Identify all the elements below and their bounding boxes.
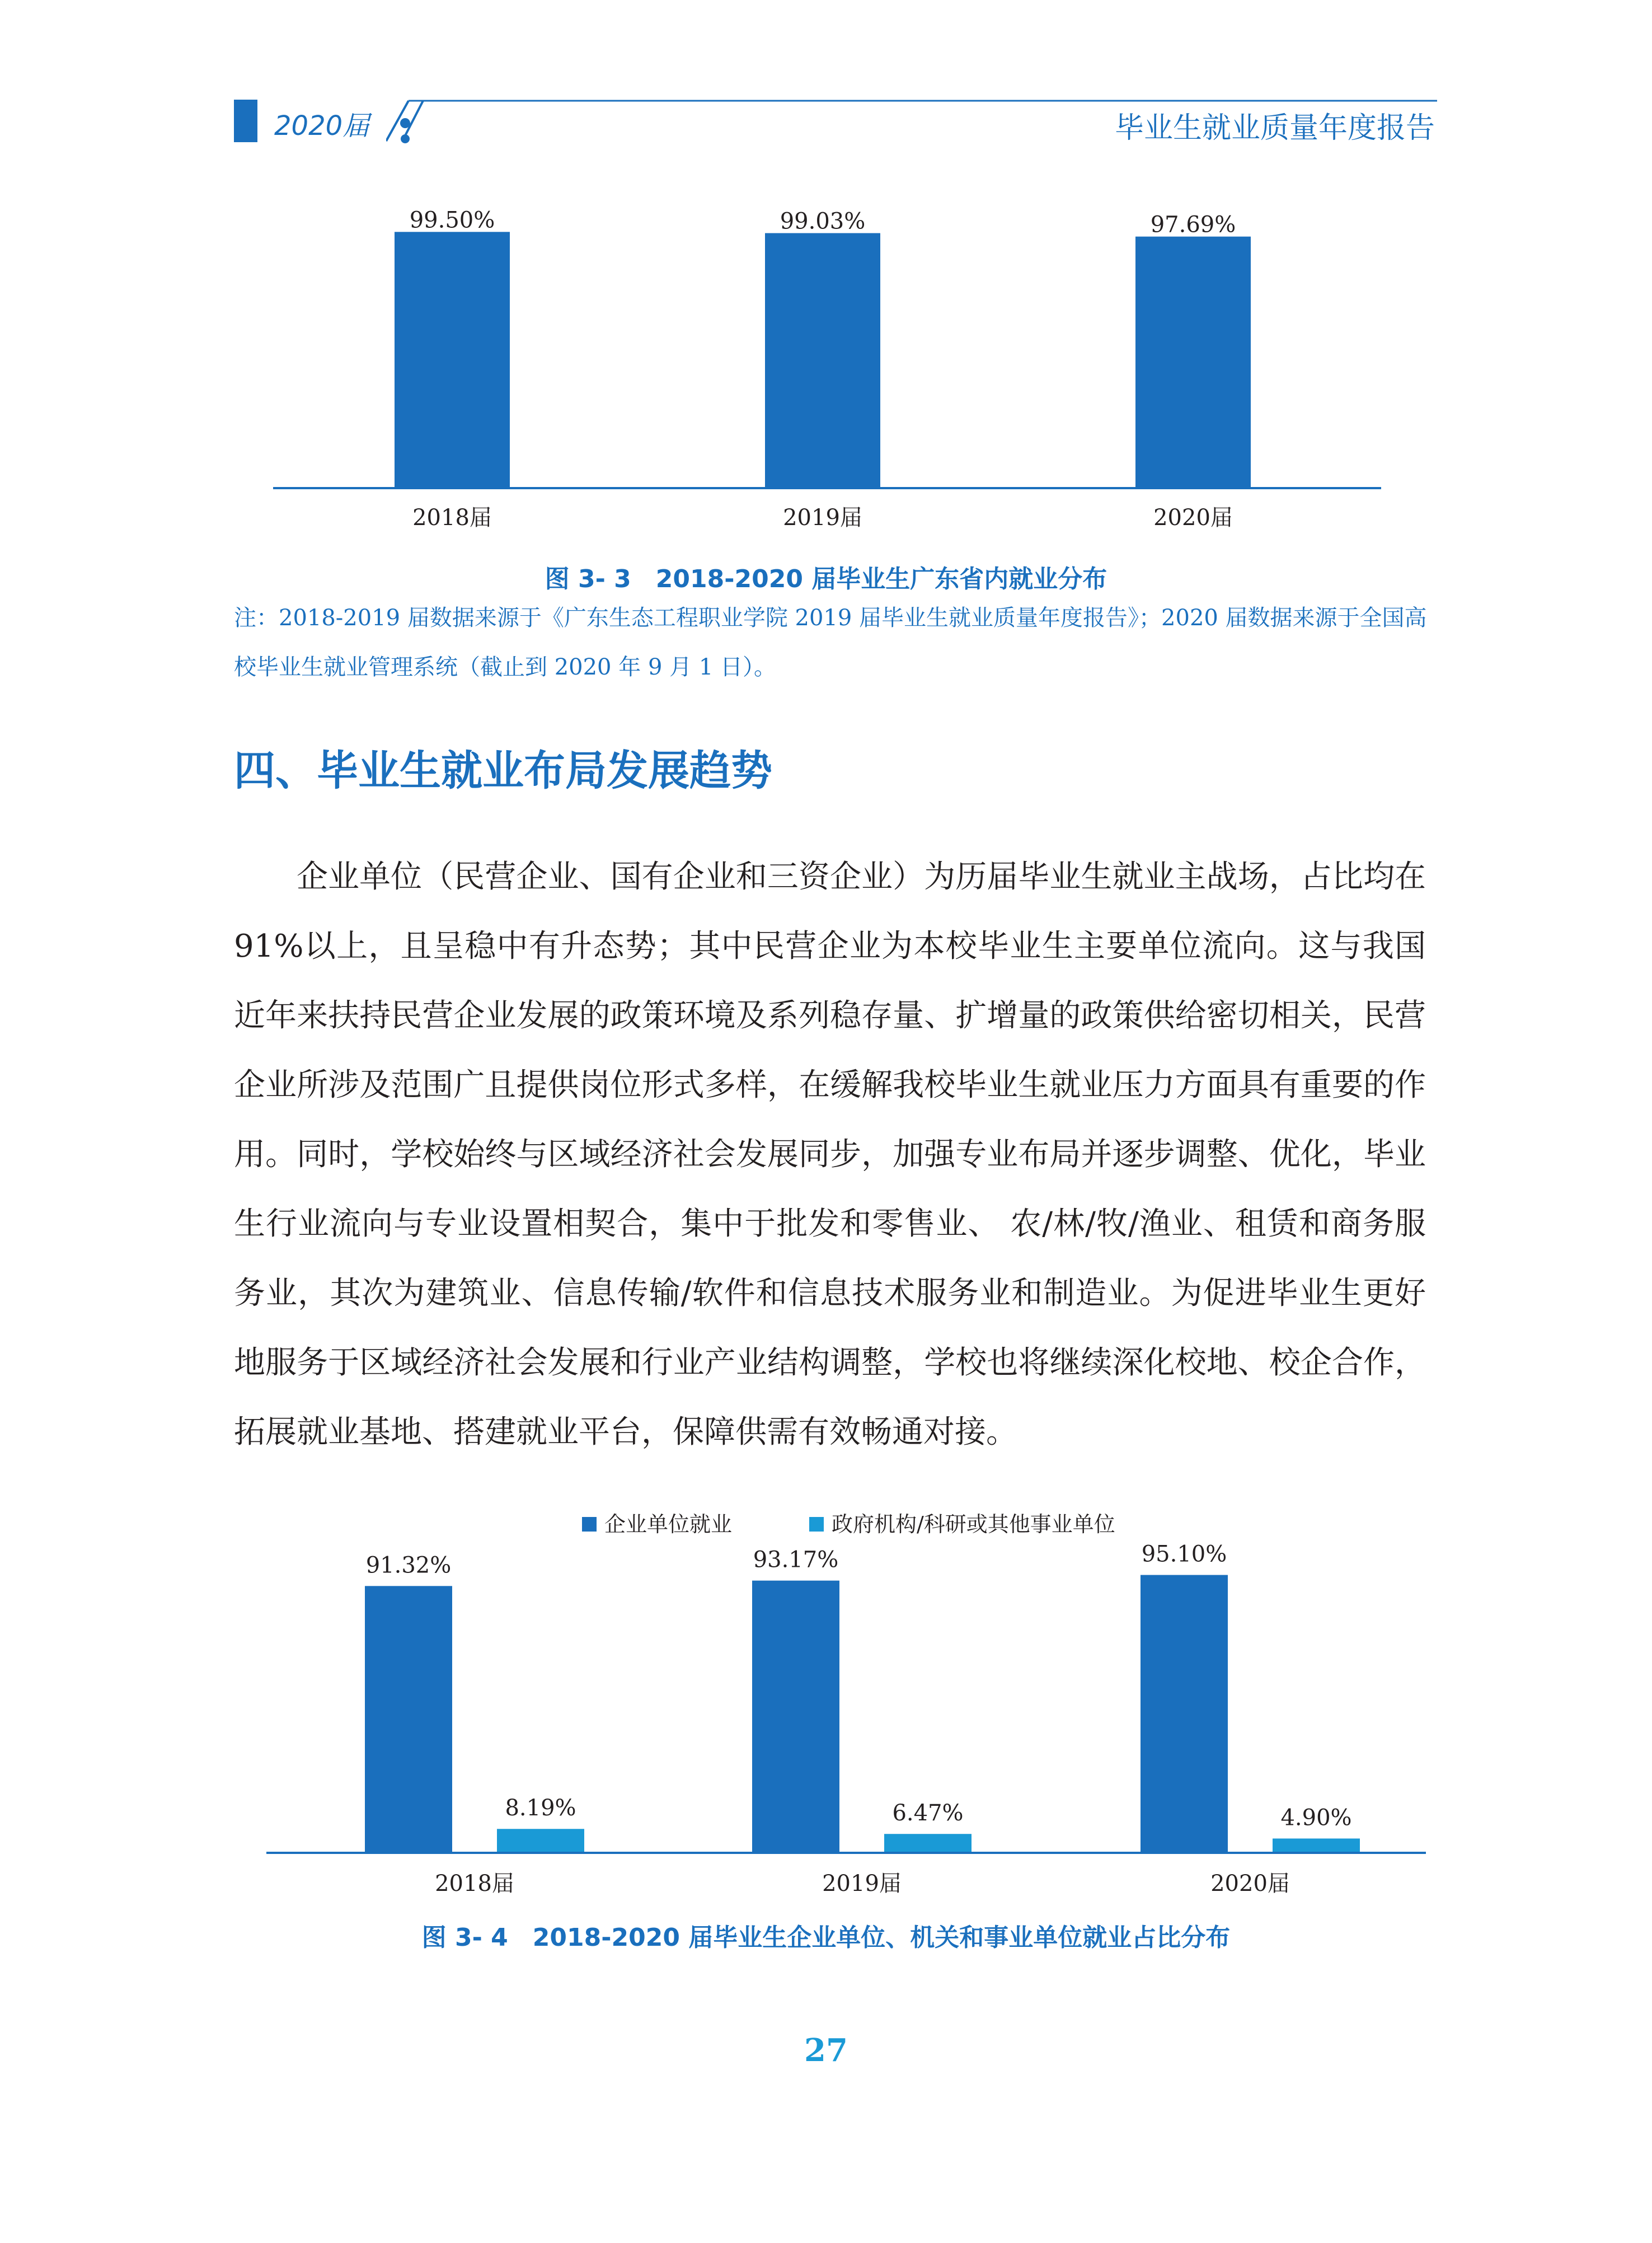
x-tick-label-1: 2019届 <box>783 505 862 531</box>
bar-s1-2 <box>1273 1838 1360 1853</box>
x-tick-label-0: 2018届 <box>435 1871 514 1897</box>
data-label-s1-0: 8.19% <box>505 1795 576 1821</box>
bar-s1-1 <box>884 1834 972 1853</box>
legend-swatch-1 <box>809 1517 824 1532</box>
legend-swatch-0 <box>582 1517 597 1532</box>
data-label-1: 99.03% <box>780 208 866 235</box>
x-tick-label-0: 2018届 <box>412 505 492 531</box>
page-number: 27 <box>804 2032 848 2069</box>
section-heading: 四、毕业生就业布局发展趋势 <box>234 747 772 795</box>
legend-label-1: 政府机构/科研或其他事业单位 <box>832 1512 1115 1537</box>
bar-s0-0 <box>365 1586 452 1853</box>
data-label-0: 99.50% <box>409 207 495 233</box>
data-label-s0-2: 95.10% <box>1141 1541 1227 1567</box>
data-label-2: 97.69% <box>1150 212 1236 238</box>
data-label-s1-2: 4.90% <box>1280 1805 1352 1831</box>
x-tick-label-2: 2020届 <box>1210 1871 1290 1897</box>
figure-3-3-caption: 图 3- 3 2018-2020 届毕业生广东省内就业分布 <box>545 565 1107 593</box>
data-label-s0-0: 91.32% <box>365 1552 452 1579</box>
bar-s1-0 <box>497 1829 584 1853</box>
data-label-s1-1: 6.47% <box>892 1800 964 1827</box>
legend-label-0: 企业单位就业 <box>604 1512 733 1537</box>
header-report-title: 毕业生就业质量年度报告 <box>1114 111 1435 145</box>
x-tick-label-2: 2020届 <box>1153 505 1233 531</box>
figure-3-3-note: 注：2018-2019 届数据来源于《广东生态工程职业学院 2019 届毕业生就业质量年度报告》；2020 届数据来源于全国高校毕业生就业管理系统（截止到 2020 年 9 月 1 日）。 <box>234 605 1427 680</box>
header-year-label: 2020届 <box>274 110 370 142</box>
data-label-s0-1: 93.17% <box>753 1547 839 1573</box>
bar-s0-2 <box>1141 1575 1228 1853</box>
body-paragraph: 企业单位（民营企业、国有企业和三资企业）为历届毕业生就业主战场，占比均在 91%以上，且呈稳中有升态势；其中民营企业为本校毕业生主要单位流向。这与我国近年来扶持民营企业发展的政策环境及系列稳存量、扩增量的政策供给密切相关，民营企业所涉及范围广且提供岗位形式多样，在缓解我校毕业生就业压力方面具有重要的作用。同时，学校始终与区域经济社会发展同步，加强专业布局并逐步调整、优化，毕业生行业流向与专业设置相契合，集中于批发和零售业、 农/林/牧/渔业、租赁和商务服务业，其次为建筑业、信息传输/软件和信息技术服务业和制造业。为促进毕业生更好地服务于区域经济社会发展和行业产业结构调整，学校也将继续深化校地、校企合作，拓展就业基地、搭建就业平台，保障供需有效畅通对接。 <box>234 859 1426 1450</box>
bar-s0-1 <box>752 1581 839 1853</box>
figure-3-4-caption: 图 3- 4 2018-2020 届毕业生企业单位、机关和事业单位就业占比分布 <box>421 1923 1231 1952</box>
x-tick-label-1: 2019届 <box>822 1871 902 1897</box>
